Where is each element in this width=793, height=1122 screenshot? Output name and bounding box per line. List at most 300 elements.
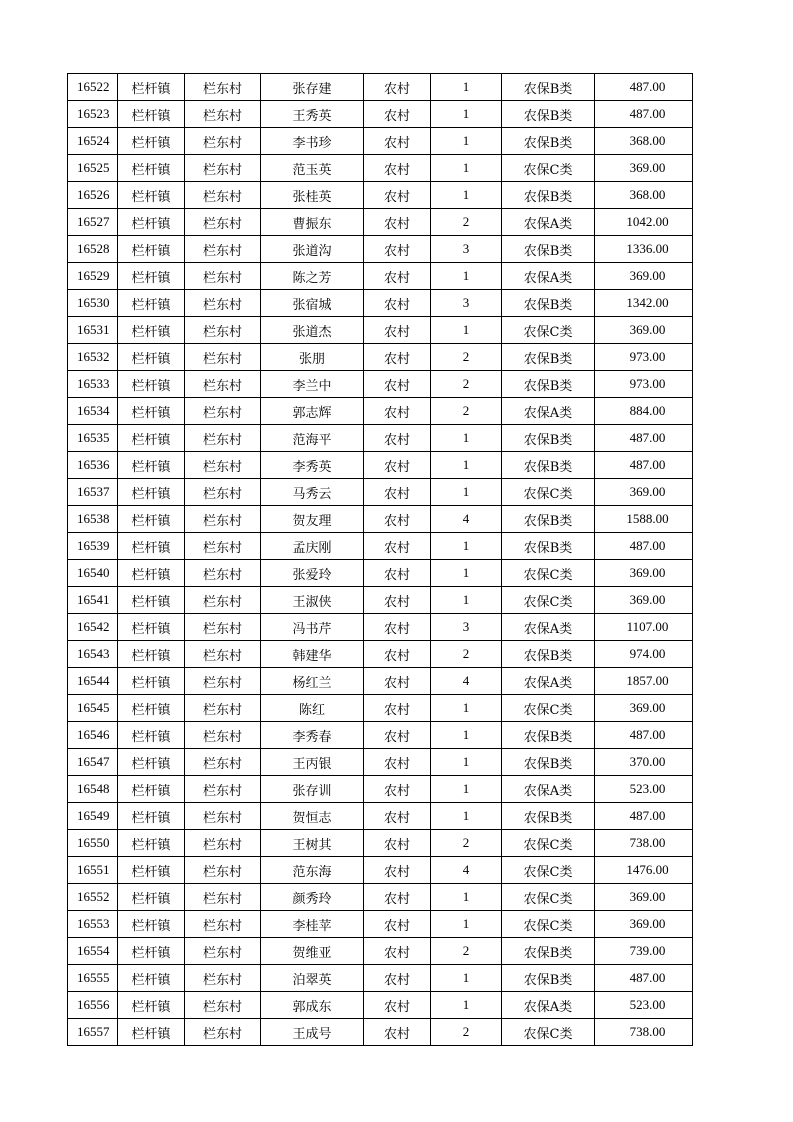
insurance-category-cell: 农保A类 [502, 614, 595, 641]
table-row [68, 776, 693, 803]
amount-cell: 369.00 [595, 884, 693, 911]
insurance-category-cell: 农保A类 [502, 398, 595, 425]
person-name-cell: 郭志辉 [261, 398, 364, 425]
record-id-cell: 16546 [68, 722, 118, 749]
table-row [68, 560, 693, 587]
insurance-category-cell: 农保C类 [502, 317, 595, 344]
village-cell: 栏东村 [185, 938, 261, 965]
table-row [68, 668, 693, 695]
table-row [68, 803, 693, 830]
table-row [68, 371, 693, 398]
village-cell: 栏东村 [185, 317, 261, 344]
amount-cell: 739.00 [595, 938, 693, 965]
village-cell: 栏东村 [185, 857, 261, 884]
person-name-cell: 马秀云 [261, 479, 364, 506]
member-count-cell: 2 [431, 641, 502, 668]
household-type-cell: 农村 [364, 344, 431, 371]
town-cell: 栏杆镇 [118, 560, 185, 587]
village-cell: 栏东村 [185, 749, 261, 776]
town-cell: 栏杆镇 [118, 1019, 185, 1046]
town-cell: 栏杆镇 [118, 533, 185, 560]
town-cell: 栏杆镇 [118, 479, 185, 506]
insurance-category-cell: 农保A类 [502, 263, 595, 290]
table-row [68, 641, 693, 668]
insurance-category-cell: 农保A类 [502, 209, 595, 236]
household-type-cell: 农村 [364, 938, 431, 965]
amount-cell: 1476.00 [595, 857, 693, 884]
village-cell: 栏东村 [185, 668, 261, 695]
table-row [68, 344, 693, 371]
record-id-cell: 16548 [68, 776, 118, 803]
insurance-category-cell: 农保C类 [502, 560, 595, 587]
village-cell: 栏东村 [185, 155, 261, 182]
person-name-cell: 张存建 [261, 74, 364, 101]
amount-cell: 368.00 [595, 128, 693, 155]
record-id-cell: 16556 [68, 992, 118, 1019]
person-name-cell: 郭成东 [261, 992, 364, 1019]
member-count-cell: 3 [431, 236, 502, 263]
member-count-cell: 4 [431, 857, 502, 884]
table-row [68, 1019, 693, 1046]
town-cell: 栏杆镇 [118, 803, 185, 830]
member-count-cell: 2 [431, 398, 502, 425]
amount-cell: 487.00 [595, 722, 693, 749]
table-row [68, 452, 693, 479]
record-id-cell: 16557 [68, 1019, 118, 1046]
table-row [68, 857, 693, 884]
village-cell: 栏东村 [185, 263, 261, 290]
insurance-category-cell: 农保B类 [502, 965, 595, 992]
amount-cell: 487.00 [595, 101, 693, 128]
insurance-category-cell: 农保C类 [502, 830, 595, 857]
record-id-cell: 16552 [68, 884, 118, 911]
insurance-category-cell: 农保B类 [502, 236, 595, 263]
insurance-category-cell: 农保C类 [502, 155, 595, 182]
table-row [68, 938, 693, 965]
village-cell: 栏东村 [185, 182, 261, 209]
household-type-cell: 农村 [364, 182, 431, 209]
amount-cell: 369.00 [595, 911, 693, 938]
town-cell: 栏杆镇 [118, 587, 185, 614]
amount-cell: 487.00 [595, 803, 693, 830]
amount-cell: 369.00 [595, 560, 693, 587]
insurance-category-cell: 农保B类 [502, 425, 595, 452]
table-row [68, 830, 693, 857]
person-name-cell: 张道沟 [261, 236, 364, 263]
village-cell: 栏东村 [185, 398, 261, 425]
person-name-cell: 范玉英 [261, 155, 364, 182]
member-count-cell: 4 [431, 668, 502, 695]
table-row [68, 209, 693, 236]
records-table [67, 73, 693, 1046]
table-row [68, 317, 693, 344]
person-name-cell: 陈红 [261, 695, 364, 722]
household-type-cell: 农村 [364, 911, 431, 938]
household-type-cell: 农村 [364, 533, 431, 560]
person-name-cell: 李秀春 [261, 722, 364, 749]
amount-cell: 523.00 [595, 992, 693, 1019]
amount-cell: 973.00 [595, 371, 693, 398]
member-count-cell: 1 [431, 425, 502, 452]
amount-cell: 1342.00 [595, 290, 693, 317]
amount-cell: 523.00 [595, 776, 693, 803]
insurance-category-cell: 农保B类 [502, 101, 595, 128]
amount-cell: 738.00 [595, 830, 693, 857]
member-count-cell: 2 [431, 209, 502, 236]
town-cell: 栏杆镇 [118, 236, 185, 263]
village-cell: 栏东村 [185, 452, 261, 479]
household-type-cell: 农村 [364, 101, 431, 128]
member-count-cell: 1 [431, 587, 502, 614]
amount-cell: 487.00 [595, 425, 693, 452]
household-type-cell: 农村 [364, 830, 431, 857]
member-count-cell: 3 [431, 290, 502, 317]
village-cell: 栏东村 [185, 965, 261, 992]
person-name-cell: 韩建华 [261, 641, 364, 668]
village-cell: 栏东村 [185, 614, 261, 641]
village-cell: 栏东村 [185, 290, 261, 317]
amount-cell: 1107.00 [595, 614, 693, 641]
amount-cell: 973.00 [595, 344, 693, 371]
member-count-cell: 1 [431, 74, 502, 101]
village-cell: 栏东村 [185, 533, 261, 560]
insurance-category-cell: 农保B类 [502, 452, 595, 479]
amount-cell: 369.00 [595, 587, 693, 614]
member-count-cell: 1 [431, 803, 502, 830]
household-type-cell: 农村 [364, 209, 431, 236]
household-type-cell: 农村 [364, 641, 431, 668]
person-name-cell: 张道杰 [261, 317, 364, 344]
person-name-cell: 范海平 [261, 425, 364, 452]
table-row [68, 884, 693, 911]
member-count-cell: 2 [431, 1019, 502, 1046]
person-name-cell: 贺维亚 [261, 938, 364, 965]
insurance-category-cell: 农保B类 [502, 803, 595, 830]
village-cell: 栏东村 [185, 695, 261, 722]
town-cell: 栏杆镇 [118, 452, 185, 479]
record-id-cell: 16531 [68, 317, 118, 344]
record-id-cell: 16526 [68, 182, 118, 209]
amount-cell: 884.00 [595, 398, 693, 425]
town-cell: 栏杆镇 [118, 128, 185, 155]
insurance-category-cell: 农保C类 [502, 695, 595, 722]
amount-cell: 368.00 [595, 182, 693, 209]
member-count-cell: 1 [431, 560, 502, 587]
insurance-category-cell: 农保B类 [502, 641, 595, 668]
household-type-cell: 农村 [364, 479, 431, 506]
village-cell: 栏东村 [185, 776, 261, 803]
table-row [68, 506, 693, 533]
household-type-cell: 农村 [364, 560, 431, 587]
table-row [68, 533, 693, 560]
member-count-cell: 1 [431, 128, 502, 155]
person-name-cell: 陈之芳 [261, 263, 364, 290]
town-cell: 栏杆镇 [118, 371, 185, 398]
member-count-cell: 1 [431, 992, 502, 1019]
village-cell: 栏东村 [185, 641, 261, 668]
table-row [68, 695, 693, 722]
member-count-cell: 1 [431, 911, 502, 938]
town-cell: 栏杆镇 [118, 641, 185, 668]
town-cell: 栏杆镇 [118, 695, 185, 722]
table-row [68, 236, 693, 263]
insurance-category-cell: 农保B类 [502, 749, 595, 776]
record-id-cell: 16542 [68, 614, 118, 641]
town-cell: 栏杆镇 [118, 884, 185, 911]
table-row [68, 263, 693, 290]
household-type-cell: 农村 [364, 452, 431, 479]
person-name-cell: 王秀英 [261, 101, 364, 128]
village-cell: 栏东村 [185, 236, 261, 263]
household-type-cell: 农村 [364, 425, 431, 452]
member-count-cell: 3 [431, 614, 502, 641]
town-cell: 栏杆镇 [118, 398, 185, 425]
member-count-cell: 1 [431, 263, 502, 290]
member-count-cell: 1 [431, 965, 502, 992]
member-count-cell: 1 [431, 722, 502, 749]
amount-cell: 370.00 [595, 749, 693, 776]
insurance-category-cell: 农保B类 [502, 938, 595, 965]
record-id-cell: 16553 [68, 911, 118, 938]
household-type-cell: 农村 [364, 74, 431, 101]
person-name-cell: 李桂苹 [261, 911, 364, 938]
town-cell: 栏杆镇 [118, 290, 185, 317]
village-cell: 栏东村 [185, 425, 261, 452]
household-type-cell: 农村 [364, 317, 431, 344]
member-count-cell: 1 [431, 695, 502, 722]
record-id-cell: 16545 [68, 695, 118, 722]
village-cell: 栏东村 [185, 911, 261, 938]
table-row [68, 992, 693, 1019]
town-cell: 栏杆镇 [118, 857, 185, 884]
village-cell: 栏东村 [185, 371, 261, 398]
amount-cell: 1588.00 [595, 506, 693, 533]
member-count-cell: 4 [431, 506, 502, 533]
town-cell: 栏杆镇 [118, 722, 185, 749]
household-type-cell: 农村 [364, 398, 431, 425]
town-cell: 栏杆镇 [118, 830, 185, 857]
town-cell: 栏杆镇 [118, 938, 185, 965]
record-id-cell: 16550 [68, 830, 118, 857]
member-count-cell: 2 [431, 344, 502, 371]
record-id-cell: 16549 [68, 803, 118, 830]
amount-cell: 487.00 [595, 533, 693, 560]
records-table-body [68, 74, 693, 1046]
record-id-cell: 16532 [68, 344, 118, 371]
household-type-cell: 农村 [364, 371, 431, 398]
amount-cell: 1336.00 [595, 236, 693, 263]
person-name-cell: 颜秀玲 [261, 884, 364, 911]
record-id-cell: 16536 [68, 452, 118, 479]
member-count-cell: 1 [431, 101, 502, 128]
person-name-cell: 王丙银 [261, 749, 364, 776]
village-cell: 栏东村 [185, 1019, 261, 1046]
town-cell: 栏杆镇 [118, 614, 185, 641]
household-type-cell: 农村 [364, 668, 431, 695]
table-row [68, 290, 693, 317]
member-count-cell: 1 [431, 749, 502, 776]
village-cell: 栏东村 [185, 560, 261, 587]
record-id-cell: 16539 [68, 533, 118, 560]
table-row [68, 398, 693, 425]
village-cell: 栏东村 [185, 884, 261, 911]
household-type-cell: 农村 [364, 965, 431, 992]
person-name-cell: 张爱玲 [261, 560, 364, 587]
member-count-cell: 1 [431, 776, 502, 803]
household-type-cell: 农村 [364, 722, 431, 749]
village-cell: 栏东村 [185, 830, 261, 857]
member-count-cell: 2 [431, 371, 502, 398]
record-id-cell: 16528 [68, 236, 118, 263]
town-cell: 栏杆镇 [118, 425, 185, 452]
table-row [68, 749, 693, 776]
village-cell: 栏东村 [185, 479, 261, 506]
town-cell: 栏杆镇 [118, 506, 185, 533]
record-id-cell: 16535 [68, 425, 118, 452]
insurance-category-cell: 农保B类 [502, 506, 595, 533]
household-type-cell: 农村 [364, 614, 431, 641]
amount-cell: 487.00 [595, 452, 693, 479]
table-row [68, 425, 693, 452]
person-name-cell: 贺恒志 [261, 803, 364, 830]
village-cell: 栏东村 [185, 803, 261, 830]
amount-cell: 487.00 [595, 74, 693, 101]
town-cell: 栏杆镇 [118, 155, 185, 182]
insurance-category-cell: 农保B类 [502, 722, 595, 749]
record-id-cell: 16551 [68, 857, 118, 884]
insurance-category-cell: 农保B类 [502, 182, 595, 209]
household-type-cell: 农村 [364, 992, 431, 1019]
household-type-cell: 农村 [364, 155, 431, 182]
member-count-cell: 2 [431, 830, 502, 857]
household-type-cell: 农村 [364, 803, 431, 830]
member-count-cell: 1 [431, 182, 502, 209]
person-name-cell: 王淑侠 [261, 587, 364, 614]
town-cell: 栏杆镇 [118, 263, 185, 290]
amount-cell: 369.00 [595, 695, 693, 722]
household-type-cell: 农村 [364, 857, 431, 884]
record-id-cell: 16544 [68, 668, 118, 695]
person-name-cell: 杨红兰 [261, 668, 364, 695]
insurance-category-cell: 农保C类 [502, 911, 595, 938]
record-id-cell: 16554 [68, 938, 118, 965]
household-type-cell: 农村 [364, 695, 431, 722]
amount-cell: 1857.00 [595, 668, 693, 695]
amount-cell: 487.00 [595, 965, 693, 992]
town-cell: 栏杆镇 [118, 965, 185, 992]
amount-cell: 738.00 [595, 1019, 693, 1046]
person-name-cell: 孟庆刚 [261, 533, 364, 560]
village-cell: 栏东村 [185, 74, 261, 101]
town-cell: 栏杆镇 [118, 992, 185, 1019]
member-count-cell: 2 [431, 938, 502, 965]
insurance-category-cell: 农保C类 [502, 1019, 595, 1046]
town-cell: 栏杆镇 [118, 317, 185, 344]
household-type-cell: 农村 [364, 776, 431, 803]
village-cell: 栏东村 [185, 722, 261, 749]
record-id-cell: 16537 [68, 479, 118, 506]
record-id-cell: 16530 [68, 290, 118, 317]
person-name-cell: 李兰中 [261, 371, 364, 398]
household-type-cell: 农村 [364, 263, 431, 290]
town-cell: 栏杆镇 [118, 182, 185, 209]
village-cell: 栏东村 [185, 992, 261, 1019]
village-cell: 栏东村 [185, 506, 261, 533]
village-cell: 栏东村 [185, 209, 261, 236]
insurance-category-cell: 农保C类 [502, 587, 595, 614]
village-cell: 栏东村 [185, 101, 261, 128]
person-name-cell: 王成号 [261, 1019, 364, 1046]
village-cell: 栏东村 [185, 128, 261, 155]
table-row [68, 614, 693, 641]
person-name-cell: 张桂英 [261, 182, 364, 209]
person-name-cell: 张宿城 [261, 290, 364, 317]
household-type-cell: 农村 [364, 884, 431, 911]
village-cell: 栏东村 [185, 587, 261, 614]
person-name-cell: 贺友理 [261, 506, 364, 533]
amount-cell: 369.00 [595, 263, 693, 290]
insurance-category-cell: 农保B类 [502, 128, 595, 155]
household-type-cell: 农村 [364, 749, 431, 776]
member-count-cell: 1 [431, 317, 502, 344]
table-row [68, 479, 693, 506]
insurance-category-cell: 农保C类 [502, 479, 595, 506]
record-id-cell: 16533 [68, 371, 118, 398]
record-id-cell: 16523 [68, 101, 118, 128]
person-name-cell: 冯书芹 [261, 614, 364, 641]
table-row [68, 128, 693, 155]
member-count-cell: 1 [431, 452, 502, 479]
person-name-cell: 张存训 [261, 776, 364, 803]
member-count-cell: 1 [431, 533, 502, 560]
person-name-cell: 曹振东 [261, 209, 364, 236]
insurance-category-cell: 农保C类 [502, 857, 595, 884]
town-cell: 栏杆镇 [118, 74, 185, 101]
insurance-category-cell: 农保B类 [502, 371, 595, 398]
table-row [68, 155, 693, 182]
village-cell: 栏东村 [185, 344, 261, 371]
person-name-cell: 泊翠英 [261, 965, 364, 992]
amount-cell: 369.00 [595, 317, 693, 344]
town-cell: 栏杆镇 [118, 101, 185, 128]
person-name-cell: 李书珍 [261, 128, 364, 155]
town-cell: 栏杆镇 [118, 209, 185, 236]
household-type-cell: 农村 [364, 506, 431, 533]
insurance-category-cell: 农保A类 [502, 668, 595, 695]
town-cell: 栏杆镇 [118, 668, 185, 695]
amount-cell: 1042.00 [595, 209, 693, 236]
table-row [68, 182, 693, 209]
member-count-cell: 1 [431, 155, 502, 182]
record-id-cell: 16527 [68, 209, 118, 236]
table-row [68, 965, 693, 992]
town-cell: 栏杆镇 [118, 344, 185, 371]
record-id-cell: 16529 [68, 263, 118, 290]
insurance-category-cell: 农保A类 [502, 776, 595, 803]
record-id-cell: 16525 [68, 155, 118, 182]
table-row [68, 911, 693, 938]
household-type-cell: 农村 [364, 290, 431, 317]
record-id-cell: 16543 [68, 641, 118, 668]
person-name-cell: 张朋 [261, 344, 364, 371]
record-id-cell: 16547 [68, 749, 118, 776]
household-type-cell: 农村 [364, 587, 431, 614]
insurance-category-cell: 农保C类 [502, 884, 595, 911]
insurance-category-cell: 农保B类 [502, 533, 595, 560]
amount-cell: 369.00 [595, 479, 693, 506]
record-id-cell: 16524 [68, 128, 118, 155]
record-id-cell: 16541 [68, 587, 118, 614]
